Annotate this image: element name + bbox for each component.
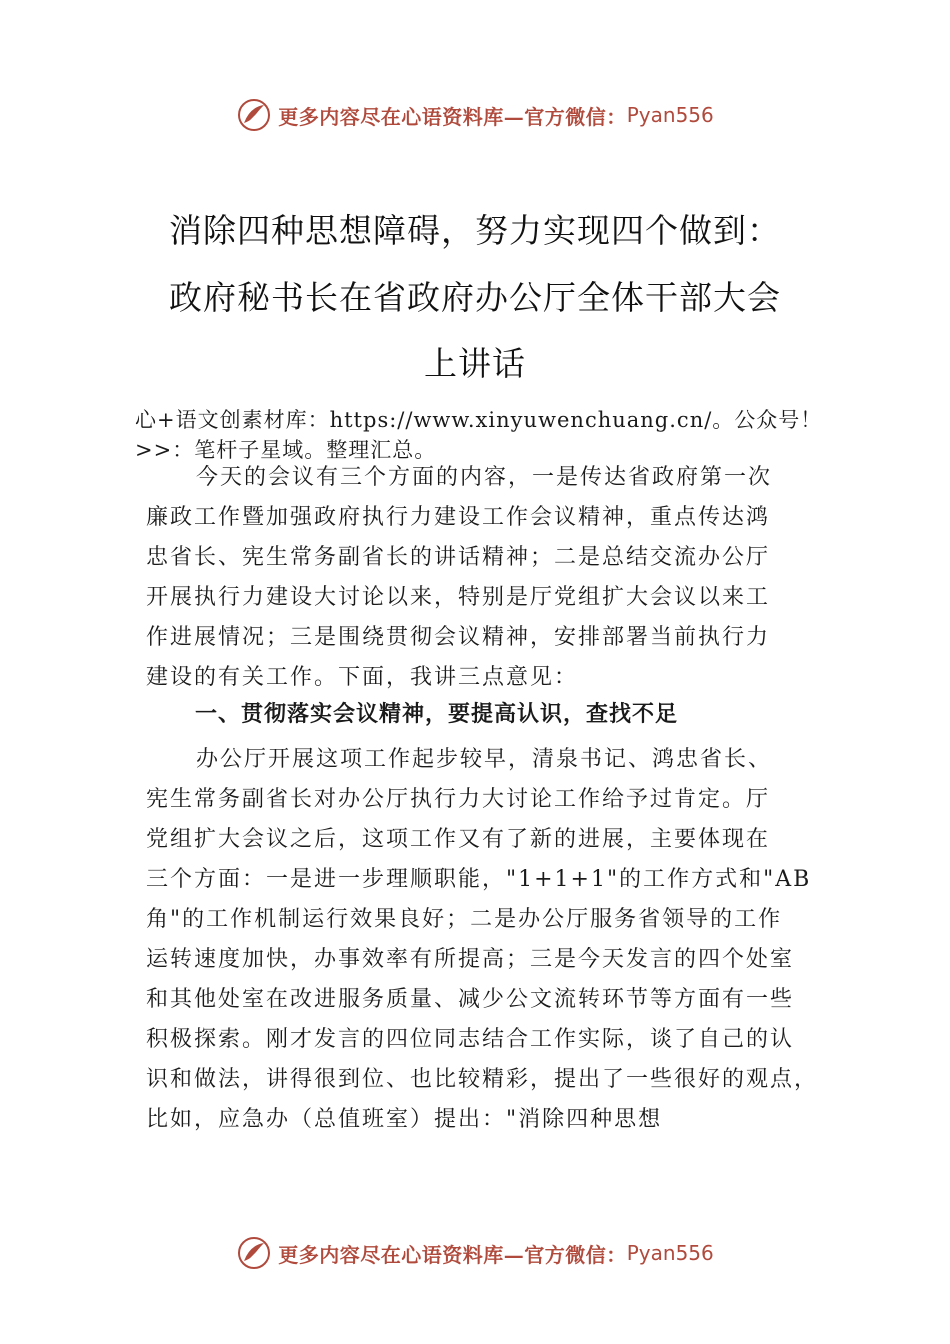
paragraph-line: 办公厅开展这项工作起步较早，清泉书记、鸿忠省长、 <box>196 747 773 772</box>
banner-wechat-id: Pyan556 <box>626 103 714 127</box>
paragraph-section-1 <box>146 740 836 1140</box>
paragraph-line: 今天的会议有三个方面的内容，一是传达省政府第一次 <box>196 465 773 490</box>
document-title-line-2: 政府秘书长在省政府办公厅全体干部大会 <box>169 278 781 317</box>
pen-logo-icon <box>236 97 272 133</box>
banner-wechat-id: Pyan556 <box>626 1241 714 1265</box>
paragraph-line: 比如，应急办（总值班室）提出："消除四种思想 <box>146 1107 663 1132</box>
paragraph-line: 建设的有关工作。下面，我讲三点意见： <box>146 665 579 690</box>
header-watermark-banner <box>0 95 950 135</box>
paragraph-line: 三个方面：一是进一步理顺职能，"1+1+1"的工作方式和"AB <box>146 867 812 892</box>
paragraph-line: 角"的工作机制运行效果良好；二是办公厅服务省领导的工作 <box>146 907 783 932</box>
paragraph-line: 开展执行力建设大讨论以来，特别是厅党组扩大会议以来工 <box>146 585 771 610</box>
paragraph-line: 积极探索。刚才发言的四位同志结合工作实际，谈了自己的认 <box>146 1027 795 1052</box>
source-note <box>135 405 865 465</box>
footer-watermark-banner <box>0 1233 950 1273</box>
source-note-line-1: 心+语文创素材库：https://www.xinyuwenchuang.cn/。公众号！ <box>135 408 823 432</box>
pen-logo-icon <box>236 1235 272 1271</box>
paragraph-line: 运转速度加快，办事效率有所提高；三是今天发言的四个处室 <box>146 947 795 972</box>
paragraph-line: 党组扩大会议之后，这项工作又有了新的进展，主要体现在 <box>146 827 771 852</box>
paragraph-intro <box>146 458 836 698</box>
banner-text: 更多内容尽在心语资料库—官方微信： <box>278 104 627 129</box>
paragraph-line: 宪生常务副省长对办公厅执行力大讨论工作给予过肯定。厅 <box>146 787 771 812</box>
section-heading-1: 一、贯彻落实会议精神，要提高认识，查找不足 <box>195 702 679 727</box>
paragraph-line: 和其他处室在改进服务质量、减少公文流转环节等方面有一些 <box>146 987 795 1012</box>
paragraph-line: 作进展情况；三是围绕贯彻会议精神，安排部署当前执行力 <box>146 625 771 650</box>
banner-text: 更多内容尽在心语资料库—官方微信： <box>278 1242 627 1267</box>
paragraph-line: 忠省长、宪生常务副省长的讲话精神；二是总结交流办公厅 <box>146 545 771 570</box>
source-note-line-2: >>：笔杆子星域。整理汇总。 <box>135 438 437 462</box>
paragraph-line: 廉政工作暨加强政府执行力建设工作会议精神，重点传达鸿 <box>146 505 771 530</box>
paragraph-line: 识和做法，讲得很到位、也比较精彩，提出了一些很好的观点， <box>146 1067 819 1092</box>
document-title-line-3: 上讲话 <box>424 344 526 383</box>
document-title-line-1: 消除四种思想障碍，努力实现四个做到： <box>169 211 781 250</box>
